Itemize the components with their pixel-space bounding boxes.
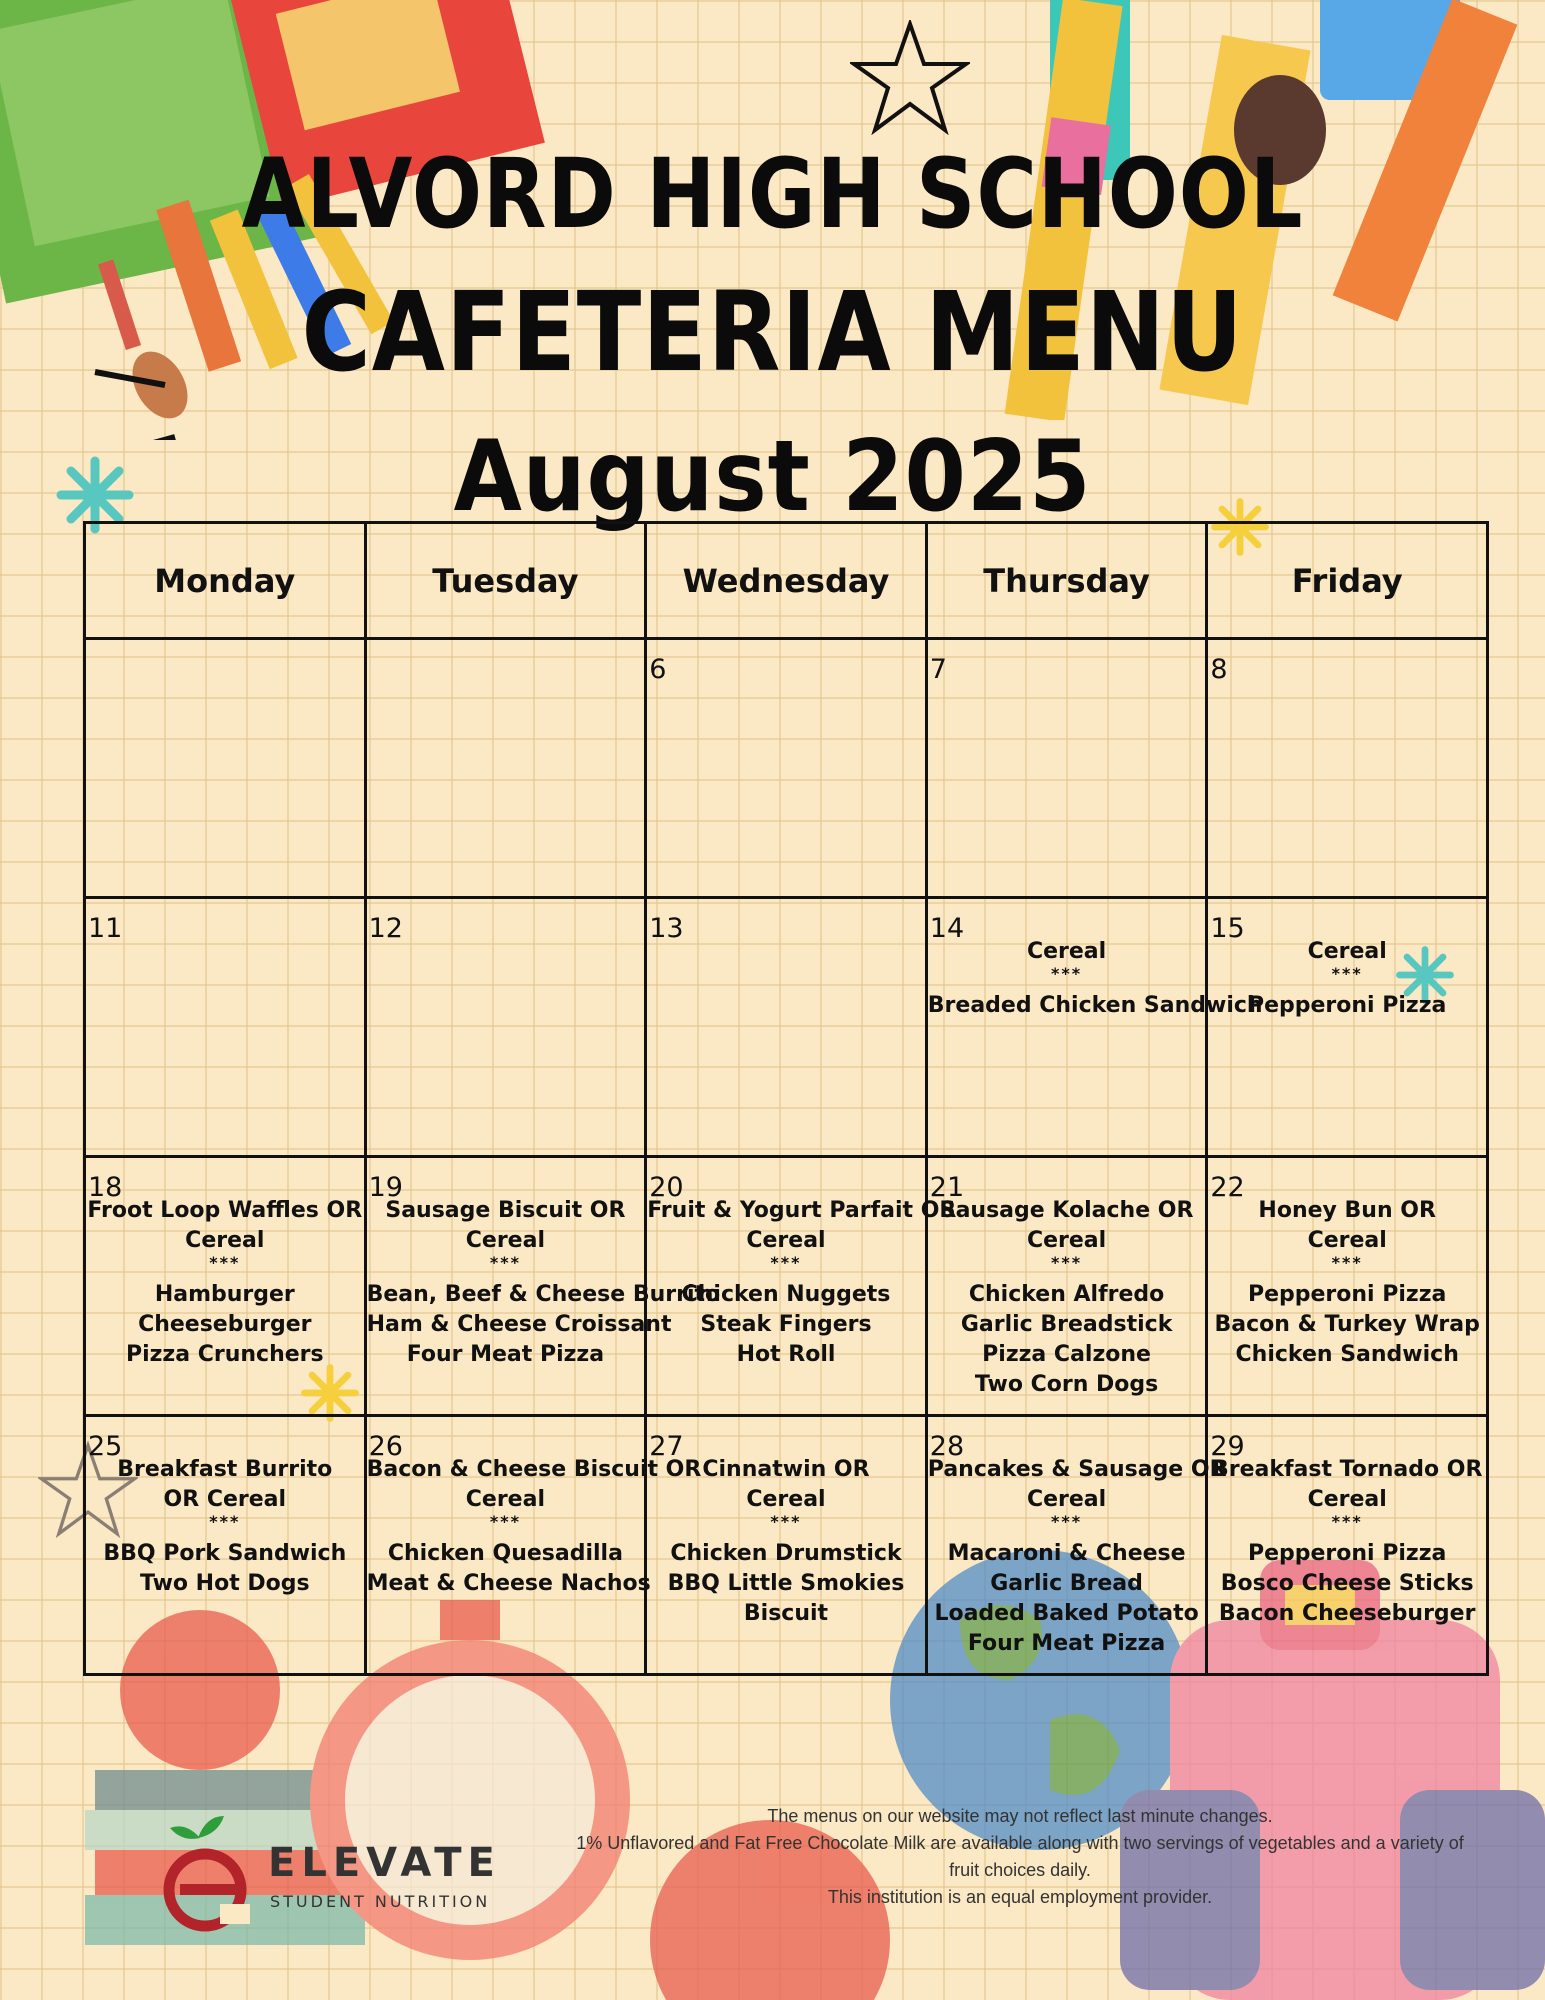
day-menu bbox=[366, 1196, 721, 1370]
day-number: 25 bbox=[88, 1431, 123, 1462]
day-menu bbox=[1208, 937, 1486, 1021]
day-menu bbox=[927, 1455, 1227, 1659]
breakfast-item: Cereal bbox=[1307, 1487, 1387, 1512]
day-cell-friday bbox=[1207, 639, 1488, 898]
day-cell-tuesday bbox=[365, 898, 646, 1157]
day-cell-monday bbox=[85, 639, 366, 898]
lunch-item: Macaroni & Cheese bbox=[947, 1541, 1186, 1566]
day-menu bbox=[927, 937, 1263, 1021]
breakfast-item: Cereal bbox=[465, 1487, 545, 1512]
lunch-item: BBQ Little Smokies bbox=[667, 1571, 905, 1596]
footer-line: This institution is an equal employment provider. bbox=[827, 1887, 1213, 1907]
day-cell-monday bbox=[85, 898, 366, 1157]
lunch-item: Pepperoni Pizza bbox=[1247, 993, 1447, 1018]
meal-separator: *** bbox=[1051, 964, 1083, 983]
breakfast-item: Cereal bbox=[1026, 1228, 1107, 1253]
lunch-item: Four Meat Pizza bbox=[967, 1631, 1166, 1656]
lunch-item: Chicken Nuggets bbox=[681, 1282, 891, 1307]
day-menu bbox=[86, 1455, 364, 1599]
lunch-item: Pizza Crunchers bbox=[125, 1342, 324, 1367]
meal-separator: *** bbox=[489, 1512, 521, 1531]
weekday-header-friday: Friday bbox=[1207, 523, 1488, 639]
day-cell-friday bbox=[1207, 898, 1488, 1157]
day-number: 27 bbox=[649, 1431, 684, 1462]
day-number: 12 bbox=[368, 913, 403, 944]
day-number: 8 bbox=[1210, 654, 1228, 685]
lunch-item: Two Corn Dogs bbox=[974, 1372, 1159, 1397]
breakfast-item: Breakfast Burrito bbox=[117, 1457, 333, 1482]
lunch-item: Cheeseburger bbox=[138, 1312, 312, 1337]
day-menu bbox=[366, 1455, 702, 1599]
lunch-item: Breaded Chicken Sandwich bbox=[927, 993, 1263, 1018]
weekday-header-thursday: Thursday bbox=[926, 523, 1207, 639]
lunch-item: Four Meat Pizza bbox=[406, 1342, 605, 1367]
day-number: 14 bbox=[929, 913, 965, 944]
school-name-title: ALVORD HIGH SCHOOL bbox=[241, 138, 1304, 250]
breakfast-item: Cereal bbox=[1307, 939, 1387, 964]
month-title: August 2025 bbox=[453, 420, 1092, 534]
breakfast-item: Cereal bbox=[746, 1487, 826, 1512]
menu-title: CAFETERIA MENU bbox=[301, 268, 1244, 396]
star-outline-icon bbox=[850, 20, 970, 135]
day-cell-monday bbox=[85, 1157, 366, 1416]
lunch-item: Chicken Quesadilla bbox=[387, 1541, 623, 1566]
breakfast-item: Pancakes & Sausage OR bbox=[927, 1457, 1227, 1482]
day-cell-wednesday bbox=[646, 898, 927, 1157]
lunch-item: BBQ Pork Sandwich bbox=[103, 1541, 347, 1566]
day-number: 7 bbox=[929, 654, 947, 685]
lunch-item: Two Hot Dogs bbox=[139, 1571, 310, 1596]
day-cell-thursday bbox=[926, 1157, 1207, 1416]
day-number: 13 bbox=[649, 913, 684, 944]
day-number: 6 bbox=[649, 654, 667, 685]
weekday-header-monday: Monday bbox=[85, 523, 366, 639]
day-cell-friday bbox=[1207, 1157, 1488, 1416]
day-number: 22 bbox=[1210, 1172, 1245, 1203]
breakfast-item: Bacon & Cheese Biscuit OR bbox=[366, 1457, 702, 1482]
lunch-item: Chicken Drumstick bbox=[670, 1541, 902, 1566]
lunch-item: Pizza Calzone bbox=[982, 1342, 1151, 1367]
lunch-item: Biscuit bbox=[743, 1601, 829, 1626]
lunch-item: Bacon & Turkey Wrap bbox=[1214, 1312, 1480, 1337]
breakfast-item: Cereal bbox=[746, 1228, 826, 1253]
weekday-header-tuesday: Tuesday bbox=[365, 523, 646, 639]
lunch-item: Pepperoni Pizza bbox=[1247, 1541, 1447, 1566]
breakfast-item: Breakfast Tornado OR bbox=[1211, 1457, 1483, 1482]
lunch-item: Bean, Beef & Cheese Burrito bbox=[366, 1282, 721, 1307]
day-cell-wednesday bbox=[646, 639, 927, 898]
week-row bbox=[85, 1157, 1488, 1416]
logo-name: ELEVATE bbox=[268, 1840, 501, 1886]
breakfast-item: Fruit & Yogurt Parfait OR bbox=[647, 1198, 957, 1223]
meal-separator: *** bbox=[1331, 964, 1363, 983]
breakfast-item: Sausage Biscuit OR bbox=[385, 1198, 626, 1223]
lunch-item: Hamburger bbox=[154, 1282, 295, 1307]
lunch-item: Loaded Baked Potato bbox=[934, 1601, 1199, 1626]
day-menu bbox=[1208, 1196, 1486, 1370]
day-cell-thursday bbox=[926, 1416, 1227, 1675]
elevate-logo-icon bbox=[160, 1808, 270, 1938]
lunch-item: Bacon Cheeseburger bbox=[1218, 1601, 1476, 1626]
day-number: 26 bbox=[368, 1431, 403, 1462]
day-menu bbox=[1208, 1455, 1486, 1629]
lunch-item: Pepperoni Pizza bbox=[1247, 1282, 1447, 1307]
day-number: 18 bbox=[88, 1172, 123, 1203]
day-menu bbox=[86, 1196, 364, 1370]
meal-separator: *** bbox=[1051, 1253, 1083, 1272]
weekday-header-row bbox=[85, 523, 1488, 639]
breakfast-item: Cereal bbox=[185, 1228, 265, 1253]
footer-line: 1% Unflavored and Fat Free Chocolate Milk are available along with two servings of vegetables and a variety of fruit choices daily. bbox=[576, 1833, 1464, 1880]
day-number: 21 bbox=[929, 1172, 965, 1203]
day-menu bbox=[647, 1455, 925, 1629]
week-row bbox=[85, 898, 1488, 1157]
lunch-item: Garlic Breadstick bbox=[960, 1312, 1173, 1337]
day-number: 15 bbox=[1210, 913, 1245, 944]
lunch-item: Chicken Sandwich bbox=[1235, 1342, 1459, 1367]
breakfast-item: Sausage Kolache OR bbox=[939, 1198, 1194, 1223]
day-number: 28 bbox=[929, 1431, 965, 1462]
day-cell-tuesday bbox=[365, 639, 646, 898]
lunch-item: Steak Fingers bbox=[700, 1312, 872, 1337]
day-number: 29 bbox=[1210, 1431, 1245, 1462]
footer-line: The menus on our website may not reflect last minute changes. bbox=[767, 1806, 1273, 1826]
day-menu bbox=[928, 1196, 1206, 1400]
menu-calendar bbox=[83, 521, 1489, 1676]
meal-separator: *** bbox=[209, 1512, 241, 1531]
meal-separator: *** bbox=[1051, 1512, 1083, 1531]
day-number: 19 bbox=[368, 1172, 403, 1203]
lunch-item: Hot Roll bbox=[736, 1342, 836, 1367]
day-number: 20 bbox=[649, 1172, 684, 1203]
breakfast-item: Cinnatwin OR bbox=[702, 1457, 870, 1482]
meal-separator: *** bbox=[1331, 1512, 1363, 1531]
day-number: 11 bbox=[88, 913, 123, 944]
breakfast-item: Honey Bun OR bbox=[1258, 1198, 1436, 1223]
breakfast-item: Cereal bbox=[1026, 939, 1107, 964]
weekday-header-wednesday: Wednesday bbox=[646, 523, 927, 639]
meal-separator: *** bbox=[1331, 1253, 1363, 1272]
footer-notes bbox=[560, 1803, 1480, 1911]
breakfast-item: Froot Loop Waffles OR bbox=[87, 1198, 363, 1223]
lunch-item: Ham & Cheese Croissant bbox=[366, 1312, 672, 1337]
week-row bbox=[85, 1416, 1488, 1675]
lunch-item: Bosco Cheese Sticks bbox=[1220, 1571, 1474, 1596]
week-row bbox=[85, 639, 1488, 898]
breakfast-item: OR Cereal bbox=[163, 1487, 287, 1512]
day-menu bbox=[647, 1196, 957, 1370]
breakfast-item: Cereal bbox=[1026, 1487, 1107, 1512]
breakfast-item: Cereal bbox=[465, 1228, 545, 1253]
day-cell-wednesday bbox=[646, 1416, 927, 1675]
meal-separator: *** bbox=[209, 1253, 241, 1272]
day-cell-monday bbox=[85, 1416, 366, 1675]
logo-subtitle: STUDENT NUTRITION bbox=[270, 1892, 491, 1911]
day-cell-friday bbox=[1207, 1416, 1488, 1675]
day-cell-thursday bbox=[926, 639, 1207, 898]
meal-separator: *** bbox=[489, 1253, 521, 1272]
meal-separator: *** bbox=[770, 1253, 802, 1272]
lunch-item: Garlic Bread bbox=[990, 1571, 1143, 1596]
lunch-item: Meat & Cheese Nachos bbox=[366, 1571, 651, 1596]
breakfast-item: Cereal bbox=[1307, 1228, 1387, 1253]
meal-separator: *** bbox=[770, 1512, 802, 1531]
lunch-item: Chicken Alfredo bbox=[968, 1282, 1165, 1307]
